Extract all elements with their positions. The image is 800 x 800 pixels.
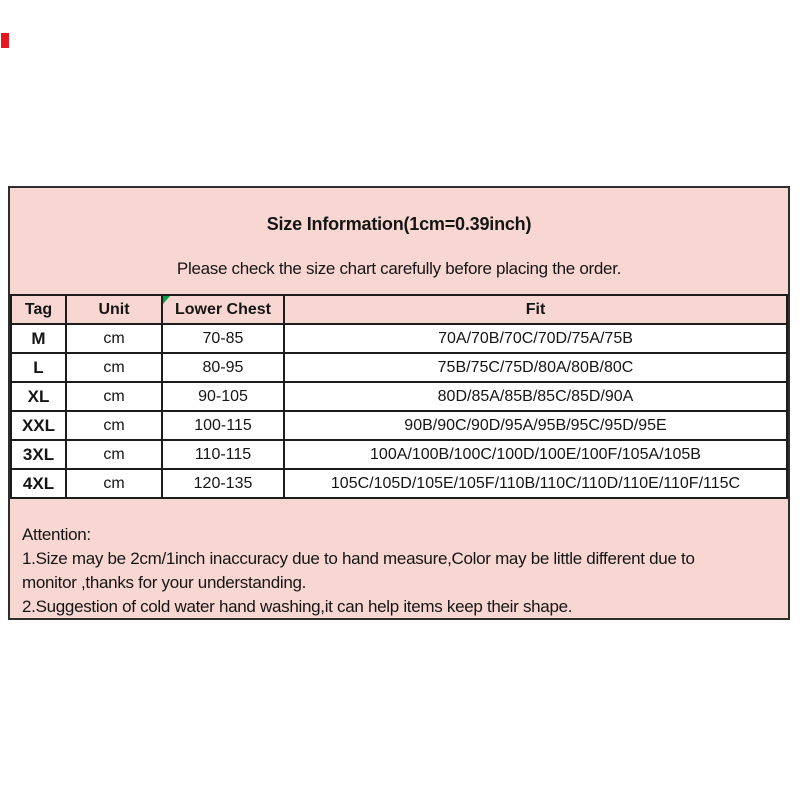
cell-unit: cm xyxy=(66,469,162,498)
cell-lower-chest: 90-105 xyxy=(162,382,284,411)
attention-heading: Attention: xyxy=(22,525,91,544)
cell-tag: XL xyxy=(11,382,66,411)
attention-line: monitor ,thanks for your understanding. xyxy=(22,573,307,592)
cell-fit: 80D/85A/85B/85C/85D/90A xyxy=(284,382,787,411)
attention-section xyxy=(10,499,788,618)
cell-lower-chest: 100-115 xyxy=(162,411,284,440)
green-corner-marker-icon xyxy=(163,296,170,304)
attention-line: 2.Suggestion of cold water hand washing,it can help items keep their shape. xyxy=(22,597,573,616)
header-lower-chest xyxy=(162,295,284,324)
header-fit: Fit xyxy=(284,295,787,324)
cell-fit: 75B/75C/75D/80A/80B/80C xyxy=(284,353,787,382)
cell-lower-chest: 80-95 xyxy=(162,353,284,382)
page-title: Size Information(1cm=0.39inch) xyxy=(266,214,532,234)
table-header-row xyxy=(11,295,787,324)
cell-fit: 105C/105D/105E/105F/110B/110C/110D/110E/110F/115C xyxy=(284,469,787,498)
table-row xyxy=(11,411,787,440)
header-lower-chest-label: Lower Chest xyxy=(174,300,271,318)
red-artifact-mark xyxy=(1,33,9,48)
cell-fit: 90B/90C/90D/95A/95B/95C/95D/95E xyxy=(284,411,787,440)
cell-tag: M xyxy=(11,324,66,353)
intro-section xyxy=(10,188,788,294)
size-chart-sheet xyxy=(8,186,790,620)
page-subtitle: Please check the size chart carefully before placing the order. xyxy=(176,259,622,278)
cell-unit: cm xyxy=(66,324,162,353)
table-row xyxy=(11,440,787,469)
table-row xyxy=(11,353,787,382)
cell-unit: cm xyxy=(66,353,162,382)
cell-tag: XXL xyxy=(11,411,66,440)
cell-tag: 4XL xyxy=(11,469,66,498)
cell-unit: cm xyxy=(66,411,162,440)
cell-unit: cm xyxy=(66,382,162,411)
table-row xyxy=(11,469,787,498)
cell-lower-chest: 110-115 xyxy=(162,440,284,469)
cell-tag: L xyxy=(11,353,66,382)
cell-lower-chest: 120-135 xyxy=(162,469,284,498)
size-table xyxy=(10,294,788,499)
cell-tag: 3XL xyxy=(11,440,66,469)
header-tag: Tag xyxy=(11,295,66,324)
cell-unit: cm xyxy=(66,440,162,469)
cell-fit: 70A/70B/70C/70D/75A/75B xyxy=(284,324,787,353)
table-row xyxy=(11,324,787,353)
cell-lower-chest: 70-85 xyxy=(162,324,284,353)
attention-line: 1.Size may be 2cm/1inch inaccuracy due to hand measure,Color may be little different due to xyxy=(22,549,695,568)
cell-fit: 100A/100B/100C/100D/100E/100F/105A/105B xyxy=(284,440,787,469)
header-unit: Unit xyxy=(66,295,162,324)
table-row xyxy=(11,382,787,411)
